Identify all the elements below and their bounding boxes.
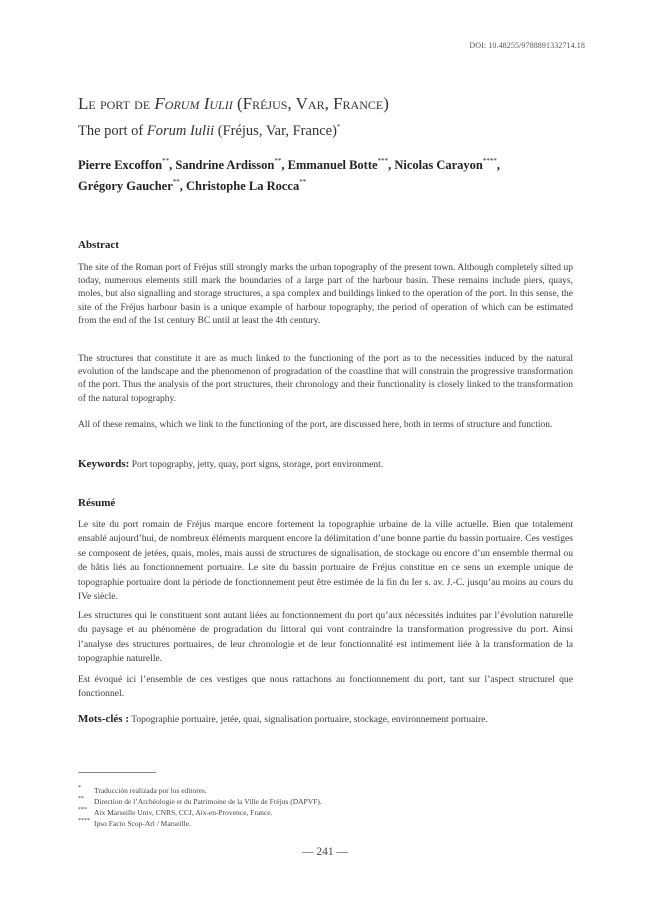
footnote-marker: * (336, 123, 341, 131)
resume-paragraph-2: Les structures qui le constituent sont autant liées au fonctionnement du port qu’aux nécessités induites par l’évolution naturelle du paysage et au phénomène de progradation du littoral qui vont contraindre la transformation progressive du port. Ainsi l’analyse des structures portuaires, de leur chronologie et de leur fonctionnalité est intimement liée à la transformation de la topographie naturelle. (78, 610, 573, 665)
footnote: ** Direction de l’Archéologie et du Patrimoine de la Ville de Fréjus (DAPVF). (78, 796, 322, 806)
author-name: Christophe La Rocca (186, 179, 300, 193)
article-title: Le port de Forum Iulii (Fréjus, Var, France) (78, 94, 389, 113)
page-number: — 241 — (302, 846, 348, 858)
footnotes (78, 785, 573, 829)
abstract-heading: Abstract (78, 239, 119, 251)
doi-label: DOI: 10.48255/9788891332714.18 (469, 41, 585, 50)
footnote-marker: ** (162, 157, 170, 165)
abstract-paragraph-1: The site of the Roman port of Fréjus still strongly marks the urban topography of the present town. Although completely silted up today, numerous elements still mark the boundaries of a large part of the harbour basin. These remains include piers, quays, moles, but also signalling and storage structures, a spa complex and buildings linked to the operation of the port. In this sense, the site of the Fréjus harbour basin is a unique example of harbour topography, the period of operation of which can be estimated from the end of the 1st century BC until at least the 4th century. (78, 263, 573, 326)
footnote-marker: ** (274, 157, 282, 165)
resume-paragraph-1: Le site du port romain de Fréjus marque encore fortement la topographie urbaine de la ville actuelle. Bien que totalement ensablé aujourd’hui, de nombreux éléments marquent encore la délimitation d’une bonne partie du bassin portuaire. Ces vestiges se composent de jetées, quais, moles, mais aussi de structures de signalisation, de stockage ou encore d’un ensemble thermal ou de bâtis liés au fonctionnement portuaire. Le site du bassin portuaire de Fréjus constitue en ce sens un exemple unique de topographie portuaire dont la période de fonctionnement peut être estimée de la fin du Ier s. av. J.-C. jusqu’au moins au cours du IVe siècle. (78, 519, 573, 603)
author-list: Pierre Excoffon**, Sandrine Ardisson**, Emmanuel Botte***, Nicolas Carayon****, Grégory Gaucher**, Christophe La Rocca** (78, 157, 500, 193)
article-subtitle: The port of Forum Iulii (Fréjus, Var, France)* (78, 123, 341, 139)
footnote-marker: **** (482, 157, 497, 165)
mots-cles-line (78, 713, 573, 725)
footnote: * Traducción realizada por los editores. (78, 785, 207, 795)
author-name: Nicolas Carayon (394, 158, 483, 172)
abstract-paragraph-3: All of these remains, which we link to the functioning of the port, are discussed here, both in terms of structure and function. (78, 420, 553, 430)
keywords-text: Port topography, jetty, quay, port signs, storage, port environment. (129, 460, 384, 470)
keywords-line (78, 458, 573, 470)
author-name: Sandrine Ardisson (175, 158, 275, 172)
author-name: Grégory Gaucher (78, 179, 173, 193)
footnote-marker: ** (172, 178, 180, 186)
footnote-separator (78, 772, 156, 773)
mots-cles-label: Mots-clés : (78, 713, 130, 725)
author-name: Emmanuel Botte (287, 158, 378, 172)
keywords-label: Keywords: (78, 458, 130, 470)
resume-paragraph-3: Est évoqué ici l’ensemble de ces vestiges que nous rattachons au fonctionnement du port, tant sur l’aspect structurel que fonctionnel. (78, 674, 573, 700)
resume-heading: Résumé (78, 497, 116, 509)
author-name: Pierre Excoffon (78, 158, 163, 172)
footnote: *** Aix Marseille Univ, CNRS, CCJ, Aix-en-Provence, France. (78, 807, 273, 817)
footnote-marker: *** (377, 157, 389, 165)
mots-cles-text: Topographie portuaire, jetée, quai, signalisation portuaire, stockage, environnement portuaire. (129, 715, 488, 725)
abstract-paragraph-2: The structures that constitute it are as much linked to the functioning of the port as to the necessities induced by the natural evolution of the landscape and the phenomenon of progradation of the coastline that will constrain the progressive transformation of the port. Thus the analysis of the port structures, their chronology and their functionality is closely linked to the transformation of the natural topography. (78, 354, 573, 404)
footnote-marker: ** (299, 178, 307, 186)
footnote: **** Ipso Facto Scop-Arl / Marseille. (78, 818, 191, 828)
